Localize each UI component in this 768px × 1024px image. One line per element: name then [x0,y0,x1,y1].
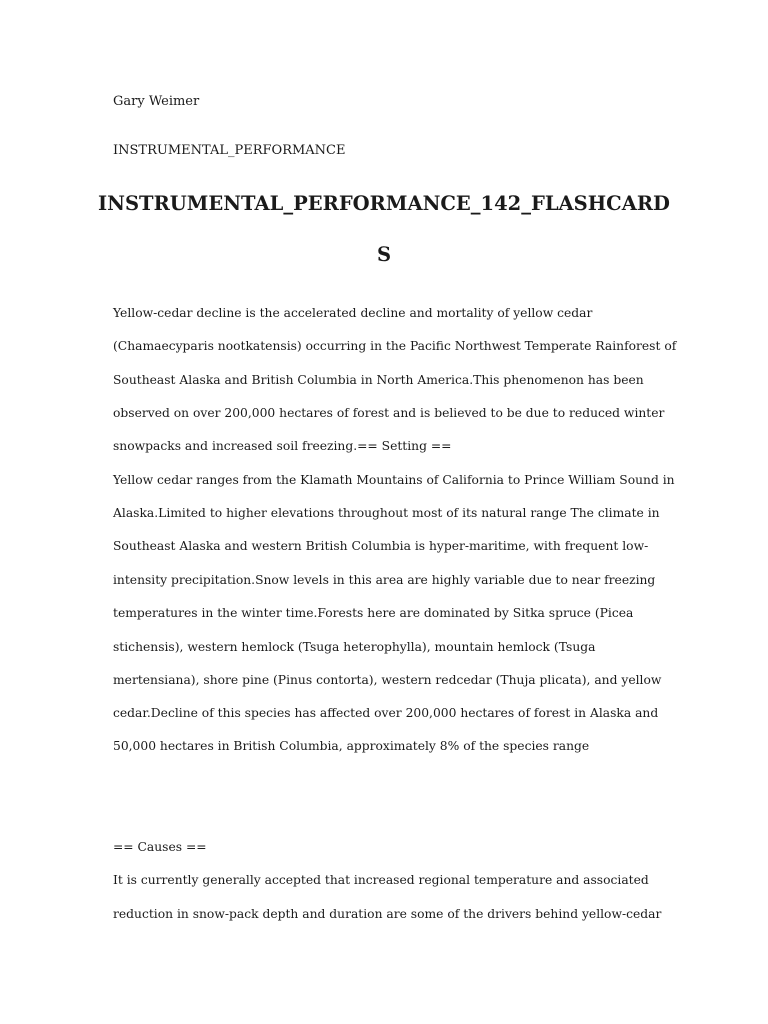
body-line: Southeast Alaska and western British Columbia is hyper-maritime, with frequent low- [113,539,649,553]
body-line: Yellow cedar ranges from the Klamath Mountains of California to Prince William Sound in [113,473,675,487]
body-line: It is currently generally accepted that increased regional temperature and associated [113,873,649,887]
document-title-line-2: S [376,243,392,266]
body-line: Southeast Alaska and British Columbia in North America.This phenomenon has been [113,373,644,387]
body-line: mertensiana), shore pine (Pinus contorta), western redcedar (Thuja plicata), and yellow [113,673,662,687]
body-line: observed on over 200,000 hectares of forest and is believed to be due to reduced winter [113,406,665,420]
document-title-line-1: INSTRUMENTAL_PERFORMANCE_142_FLASHCARD [98,192,670,215]
body-line: reduction in snow-pack depth and duration are some of the drivers behind yellow-cedar [113,907,662,921]
body-line: cedar.Decline of this species has affected over 200,000 hectares of forest in Alaska and [113,706,659,720]
body-line: Alaska.Limited to higher elevations throughout most of its natural range The climate in [113,506,660,520]
section-heading-causes: == Causes == [113,840,207,854]
body-line: intensity precipitation.Snow levels in this area are highly variable due to near freezing [113,573,656,587]
body-line: 50,000 hectares in British Columbia, approximately 8% of the species range [113,739,590,753]
body-line: (Chamaecyparis nootkatensis) occurring in the Pacific Northwest Temperate Rainforest of [113,339,677,353]
subject-line: INSTRUMENTAL_PERFORMANCE [113,143,346,158]
body-line: Yellow-cedar decline is the accelerated decline and mortality of yellow cedar [113,306,593,320]
author-name: Gary Weimer [113,94,200,109]
body-line: snowpacks and increased soil freezing.== Setting == [113,439,452,453]
body-line: stichensis), western hemlock (Tsuga heterophylla), mountain hemlock (Tsuga [113,640,596,654]
body-line: temperatures in the winter time.Forests here are dominated by Sitka spruce (Picea [113,606,634,620]
